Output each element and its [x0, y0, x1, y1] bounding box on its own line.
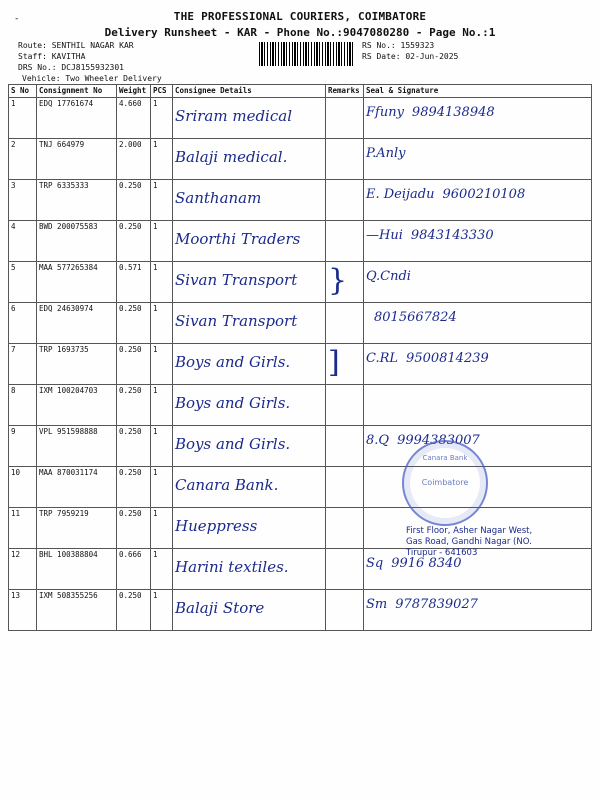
cell-signature: [364, 385, 592, 426]
cell-weight: 0.250: [117, 590, 151, 631]
cell-pcs: 1: [151, 385, 173, 426]
cell-consignment-no: EDQ 24630974: [37, 303, 117, 344]
cell-signature: [364, 303, 592, 344]
cell-pcs: 1: [151, 221, 173, 262]
cell-sno: 8: [9, 385, 37, 426]
cell-signature: [364, 98, 592, 139]
cell-consignment-no: MAA 870031174: [37, 467, 117, 508]
cell-pcs: 1: [151, 590, 173, 631]
cell-pcs: 1: [151, 426, 173, 467]
cell-consignment-no: IXM 508355256: [37, 590, 117, 631]
signature-handwriting: [366, 597, 589, 612]
cell-remarks: [326, 508, 364, 549]
cell-consignment-no: TRP 6335333: [37, 180, 117, 221]
consignee-handwriting: Santhanam: [175, 189, 262, 207]
cell-consignee: [173, 98, 326, 139]
cell-signature: [364, 221, 592, 262]
cell-sno: 12: [9, 549, 37, 590]
signature-mark: Sq: [366, 556, 384, 571]
table-row: [9, 139, 592, 180]
remarks-bracket: ]: [328, 345, 340, 380]
consignee-handwriting: Sriram medical: [175, 107, 292, 125]
cell-remarks: [326, 385, 364, 426]
cell-pcs: 1: [151, 180, 173, 221]
signature-mark: E. Deijadu: [366, 187, 435, 202]
cell-consignee: [173, 385, 326, 426]
address-line3: Tirupur - 641603: [406, 548, 478, 558]
cell-consignment-no: MAA 577265384: [37, 262, 117, 303]
consignee-handwriting: Hueppress: [175, 517, 258, 535]
meta-right: [362, 40, 458, 62]
signature-phone: 9600210108: [442, 187, 526, 202]
cell-remarks: [326, 262, 364, 303]
signature-mark: Ffuny: [366, 105, 404, 120]
cell-pcs: 1: [151, 262, 173, 303]
signature-handwriting: [366, 351, 589, 366]
cell-signature: [364, 139, 592, 180]
cell-consignee: [173, 590, 326, 631]
signature-handwriting: [366, 105, 589, 120]
cell-remarks: [326, 303, 364, 344]
cell-weight: 0.250: [117, 467, 151, 508]
cell-sno: 11: [9, 508, 37, 549]
cell-weight: 0.250: [117, 180, 151, 221]
cell-weight: 0.250: [117, 426, 151, 467]
signature-handwriting: [366, 433, 589, 448]
cell-remarks: [326, 467, 364, 508]
header-consignment: Consignment No: [37, 85, 117, 98]
cell-weight: 0.250: [117, 344, 151, 385]
cell-weight: 0.250: [117, 385, 151, 426]
cell-consignee: [173, 139, 326, 180]
table-row: [9, 590, 592, 631]
table-header-row: [9, 85, 592, 98]
cell-remarks: [326, 139, 364, 180]
consignee-handwriting: Boys and Girls.: [175, 353, 291, 371]
header-signature: Seal & Signature: [364, 85, 592, 98]
cell-consignee: [173, 467, 326, 508]
cell-signature: [364, 180, 592, 221]
consignee-handwriting: Moorthi Traders: [175, 230, 301, 248]
signature-handwriting: [366, 269, 589, 284]
cell-signature: [364, 590, 592, 631]
signature-phone: 9787839027: [395, 597, 478, 612]
consignee-handwriting: Harini textiles.: [175, 558, 289, 576]
table-row: [9, 344, 592, 385]
cell-consignee: [173, 344, 326, 385]
vehicle-text: Vehicle: Two Wheeler Delivery: [22, 74, 162, 83]
cell-weight: 0.250: [117, 221, 151, 262]
cell-weight: 4.660: [117, 98, 151, 139]
cell-weight: 2.000: [117, 139, 151, 180]
cell-consignment-no: TNJ 664979: [37, 139, 117, 180]
cell-weight: 0.666: [117, 549, 151, 590]
cell-sno: 6: [9, 303, 37, 344]
cell-sno: 9: [9, 426, 37, 467]
corner-dash: -: [14, 14, 20, 24]
table-row: [9, 385, 592, 426]
address-line2: Gas Road, Gandhi Nagar (NO.: [406, 537, 532, 547]
cell-consignee: [173, 221, 326, 262]
cell-pcs: 1: [151, 344, 173, 385]
signature-mark: —Hui: [366, 228, 403, 243]
cell-weight: 0.571: [117, 262, 151, 303]
cell-pcs: 1: [151, 549, 173, 590]
cell-remarks: [326, 549, 364, 590]
cell-consignee: [173, 303, 326, 344]
signature-handwriting: [366, 228, 589, 243]
stamp-city-text: Coimbatore: [421, 478, 469, 487]
consignee-handwriting: Balaji medical.: [175, 148, 288, 166]
barcode: [259, 42, 354, 66]
signature-phone: 9916 8340: [391, 556, 462, 571]
cell-pcs: 1: [151, 98, 173, 139]
signature-handwriting: [366, 310, 589, 325]
signature-mark: 8.Q: [366, 433, 390, 448]
cell-consignee: [173, 508, 326, 549]
consignee-handwriting: Boys and Girls.: [175, 394, 291, 412]
cell-weight: 0.250: [117, 303, 151, 344]
cell-consignee: [173, 180, 326, 221]
cell-sno: 1: [9, 98, 37, 139]
bank-seal-stamp: [402, 440, 488, 526]
drs-text: DRS No.: DCJ8155932301: [18, 63, 124, 72]
remarks-bracket: }: [328, 263, 348, 298]
table-row: [9, 303, 592, 344]
cell-pcs: 1: [151, 139, 173, 180]
table-row: [9, 98, 592, 139]
header-remarks: Remarks: [326, 85, 364, 98]
cell-sno: 3: [9, 180, 37, 221]
staff-text: Staff: KAVITHA: [18, 52, 86, 61]
signature-phone: 9843143330: [410, 228, 494, 243]
cell-sno: 5: [9, 262, 37, 303]
address-line1: First Floor, Asher Nagar West,: [406, 526, 533, 536]
cell-sno: 13: [9, 590, 37, 631]
cell-consignment-no: BHL 100388804: [37, 549, 117, 590]
cell-consignment-no: EDQ 17761674: [37, 98, 117, 139]
consignee-handwriting: Boys and Girls.: [175, 435, 291, 453]
cell-signature: [364, 262, 592, 303]
address-stamp: [406, 526, 532, 559]
cell-remarks: [326, 221, 364, 262]
signature-phone: 9994383007: [397, 433, 480, 448]
cell-remarks: [326, 590, 364, 631]
consignee-handwriting: Canara Bank.: [175, 476, 279, 494]
header-pcs: PCS: [151, 85, 173, 98]
cell-remarks: [326, 426, 364, 467]
rs-date-text: RS Date: 02-Jun-2025: [362, 52, 459, 61]
cell-consignment-no: TRP 7959219: [37, 508, 117, 549]
cell-sno: 7: [9, 344, 37, 385]
company-title: THE PROFESSIONAL COURIERS, COIMBATORE: [173, 10, 427, 23]
consignee-handwriting: Sivan Transport: [175, 312, 298, 330]
signature-handwriting: [366, 187, 589, 202]
signature-handwriting: [366, 392, 589, 407]
cell-sno: 2: [9, 139, 37, 180]
cell-consignment-no: BWD 200075583: [37, 221, 117, 262]
cell-consignee: [173, 426, 326, 467]
cell-remarks: [326, 180, 364, 221]
cell-consignment-no: VPL 951598888: [37, 426, 117, 467]
header-weight: Weight: [117, 85, 151, 98]
cell-sno: 10: [9, 467, 37, 508]
table-row: [9, 426, 592, 467]
cell-consignee: [173, 549, 326, 590]
header-consignee: Consignee Details: [173, 85, 326, 98]
cell-consignment-no: IXM 100204703: [37, 385, 117, 426]
cell-consignee: [173, 262, 326, 303]
signature-phone: 8015667824: [374, 310, 457, 325]
meta-left: [18, 40, 162, 84]
stamp-bank-text: Canara Bank: [422, 454, 468, 462]
signature-mark: P.Anly: [366, 146, 406, 161]
table-row: [9, 467, 592, 508]
table-row: [9, 180, 592, 221]
signature-phone: 9500814239: [406, 351, 489, 366]
signature-mark: Q.Cndi: [366, 269, 411, 284]
cell-pcs: 1: [151, 508, 173, 549]
signature-mark: C.RL: [366, 351, 399, 366]
table-row: [9, 262, 592, 303]
route-text: Route: SENTHIL NAGAR KAR: [18, 41, 134, 50]
cell-remarks: [326, 98, 364, 139]
cell-remarks: [326, 344, 364, 385]
rs-no-text: RS No.: 1559323: [362, 41, 435, 50]
cell-weight: 0.250: [117, 508, 151, 549]
cell-sno: 4: [9, 221, 37, 262]
consignee-handwriting: Balaji Store: [175, 599, 265, 617]
cell-pcs: 1: [151, 467, 173, 508]
cell-signature: [364, 344, 592, 385]
cell-pcs: 1: [151, 303, 173, 344]
consignee-handwriting: Sivan Transport: [175, 271, 298, 289]
signature-handwriting: [366, 146, 589, 161]
signature-mark: Sm: [366, 597, 388, 612]
table-row: [9, 221, 592, 262]
signature-phone: 9894138948: [411, 105, 495, 120]
cell-consignment-no: TRP 1693735: [37, 344, 117, 385]
header-sno: S No: [9, 85, 37, 98]
runsheet-subtitle: Delivery Runsheet - KAR - Phone No.:9047080280 - Page No.:1: [104, 26, 496, 39]
